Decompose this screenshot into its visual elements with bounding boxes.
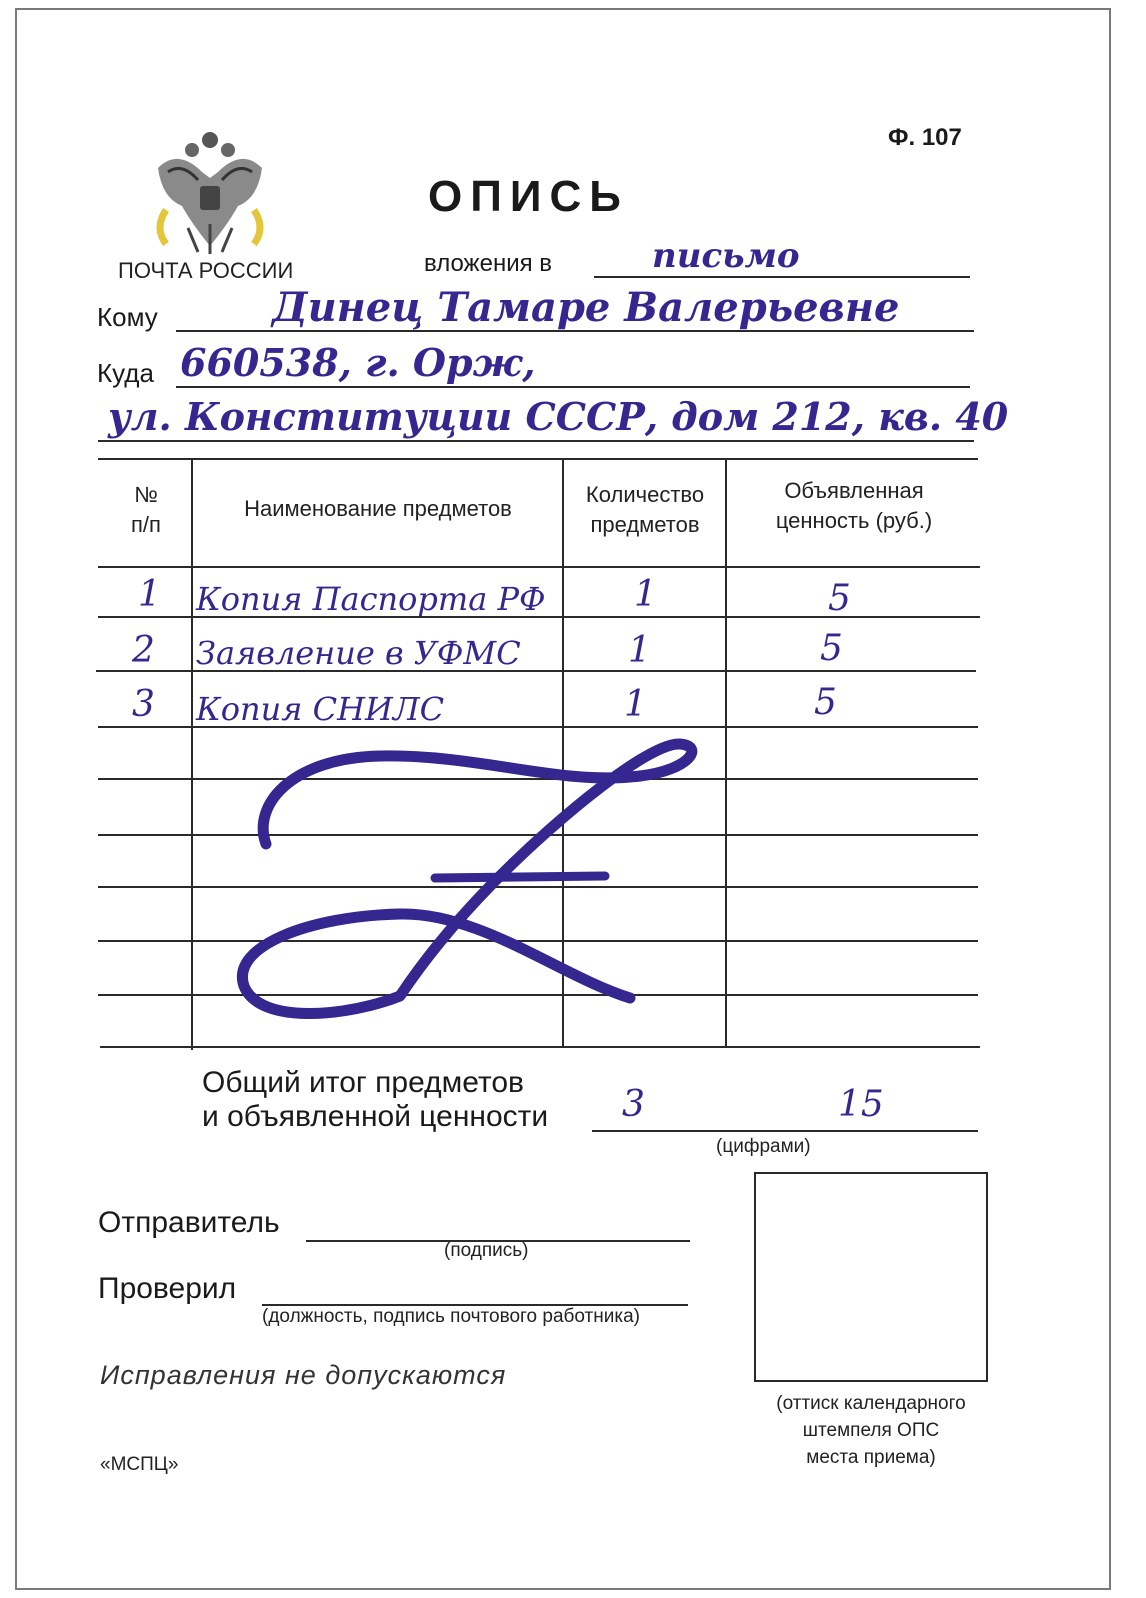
header-num — [100, 480, 192, 540]
totals-qty: 3 — [622, 1084, 645, 1125]
checked-label: Проверил — [98, 1272, 237, 1305]
header-num-line-2: п/п — [131, 512, 161, 537]
header-value-line-2: ценность (руб.) — [775, 508, 933, 533]
printer-mark: «МСПЦ» — [100, 1454, 179, 1475]
row-3-line — [98, 726, 978, 728]
attach-value: письмо — [652, 236, 800, 276]
where-line-2 — [98, 440, 974, 442]
row-3-name: Копия СНИЛС — [196, 690, 445, 728]
table-top-line — [98, 458, 978, 460]
row-3-value: 5 — [814, 682, 837, 723]
row-2-value: 5 — [820, 628, 843, 669]
row-1-num: 1 — [138, 574, 161, 615]
row-3-num: 3 — [132, 684, 155, 725]
header-value — [727, 476, 981, 536]
header-name: Наименование предметов — [244, 496, 512, 521]
form-code: Ф. 107 — [888, 124, 962, 151]
totals-label-2: и объявленной ценности — [202, 1100, 549, 1133]
where-value-1: 660538, г. Орж, — [180, 340, 536, 385]
row-2-qty: 1 — [628, 630, 651, 671]
attach-line — [594, 276, 970, 278]
totals-label-1: Общий итог предметов — [202, 1066, 524, 1099]
stamp-caption-line-2: штемпеля ОПС — [802, 1420, 940, 1441]
row-1-line — [98, 616, 980, 618]
sender-label: Отправитель — [98, 1206, 280, 1239]
header-num-line-1: № — [134, 482, 158, 507]
attach-label: вложения в — [424, 250, 553, 277]
header-qty — [564, 480, 726, 540]
double-headed-eagle-icon — [148, 128, 272, 256]
no-corrections-note: Исправления не допускаются — [100, 1360, 507, 1390]
where-value-2: ул. Конституции СССР, дом 212, кв. 40 — [108, 394, 1009, 439]
header-qty-line-2: предметов — [590, 512, 700, 537]
row-2-name: Заявление в УФМС — [196, 634, 521, 672]
stamp-box — [754, 1172, 988, 1382]
org-name: ПОЧТА РОССИИ — [118, 258, 294, 283]
header-qty-line-1: Количество — [585, 482, 705, 507]
table-header-bottom-line — [98, 566, 980, 568]
row-1-qty: 1 — [634, 574, 657, 615]
totals-value: 15 — [838, 1084, 884, 1125]
row-2-num: 2 — [132, 630, 155, 671]
totals-line — [592, 1130, 978, 1132]
stamp-caption-line-3: места приема) — [806, 1447, 936, 1468]
form-title: ОПИСЬ — [428, 172, 629, 221]
row-3-qty: 1 — [624, 684, 647, 725]
row-1-value: 5 — [828, 578, 851, 619]
table-col-divider-1 — [191, 460, 193, 1050]
to-value: Динец Тамаре Валерьевне — [272, 284, 900, 331]
sender-caption: (подпись) — [444, 1240, 529, 1261]
stamp-caption-line-1: (оттиск календарного — [776, 1393, 966, 1414]
table-col-divider-3 — [725, 460, 727, 1048]
where-label: Куда — [97, 358, 154, 388]
z-crossout-mark — [230, 736, 710, 1026]
header-value-line-1: Объявленная — [784, 478, 924, 503]
stamp-caption — [740, 1390, 1002, 1471]
checked-caption: (должность, подпись почтового работника) — [262, 1306, 640, 1327]
table-bottom-line — [100, 1046, 980, 1048]
to-label: Кому — [97, 302, 158, 332]
where-line-1 — [176, 386, 970, 388]
row-1-name: Копия Паспорта РФ — [196, 580, 546, 618]
totals-caption: (цифрами) — [716, 1136, 811, 1157]
row-2-line — [96, 670, 976, 672]
